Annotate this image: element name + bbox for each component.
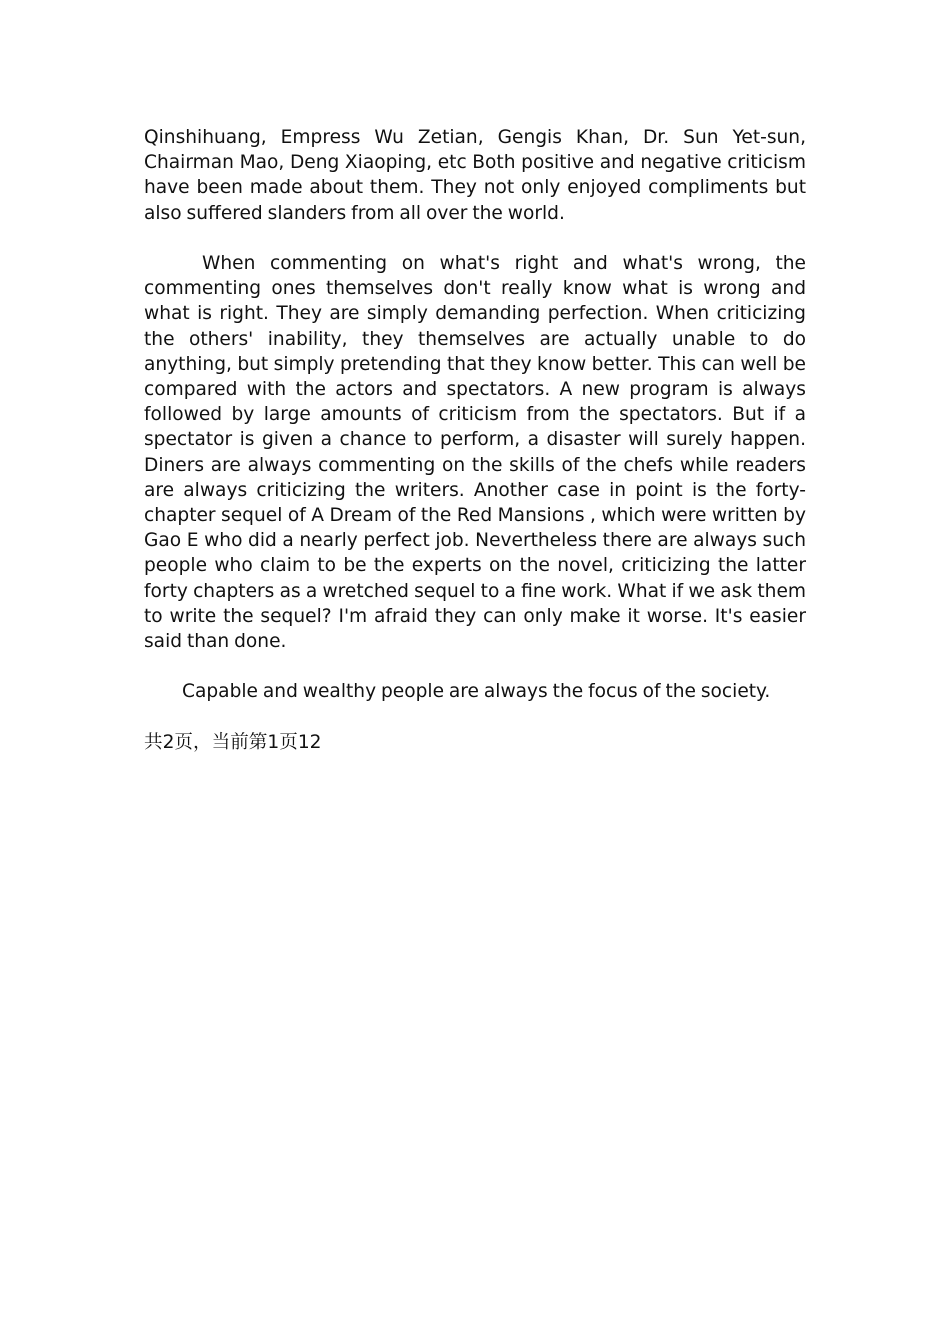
paragraph-2: When commenting on what's right and what's wrong, the commenting ones themselves don't really know what is wrong and what is right. They are simply demanding perfection. When criticizing the others' inability, they themselves are actually unable to do anything, but simply pretending that they know better. This can well be compared with the actors and spectators. A new program is always followed by large amounts of criticism from the spectators. But if a spectator is given a chance to perform, a disaster will surely happen. Diners are always commenting on the skills of the chefs while readers are always criticizing the writers. Another case in point is the forty-chapter sequel of A Dream of the Red Mansions , which were written by Gao E who did a nearly perfect job. Nevertheless there are always such people who claim to be the experts on the novel, criticizing the latter forty chapters as a wretched sequel to a fine work. What if we ask them to write the sequel? I'm afraid they can only make it worse. It's easier said than done.: [144, 253, 806, 653]
page-footer: 共2页，当前第1页12: [144, 731, 322, 753]
document-page: [144, 125, 806, 755]
paragraph-3: Capable and wealthy people are always the focus of the society.: [182, 681, 771, 703]
paragraph-1: Qinshihuang, Empress Wu Zetian, Gengis Khan, Dr. Sun Yet-sun, Chairman Mao, Deng Xiaoping, etc Both positive and negative criticism have been made about them. They not only enjoyed compliments but also suffered slanders from all over the world.: [144, 127, 806, 224]
